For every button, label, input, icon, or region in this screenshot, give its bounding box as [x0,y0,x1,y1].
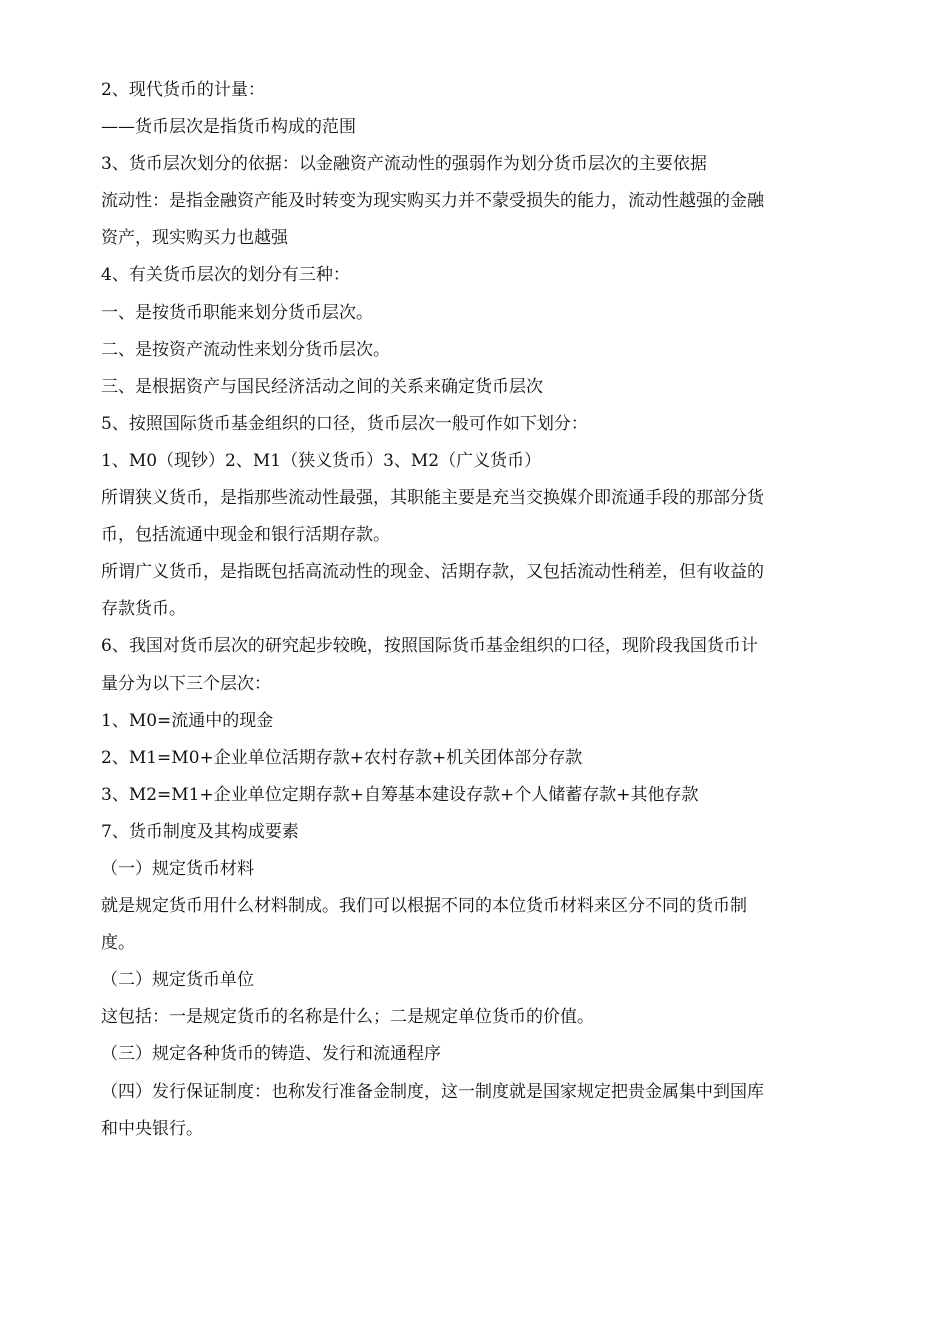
text-line: 这包括：一是规定货币的名称是什么；二是规定单位货币的价值。 [101,1007,594,1028]
text-line: 度。 [101,933,135,954]
text-line: 流动性：是指金融资产能及时转变为现实购买力并不蒙受损失的能力，流动性越强的金融 [101,191,764,212]
text-line: 和中央银行。 [101,1118,203,1139]
text-line: 二、是按资产流动性来划分货币层次。 [101,339,390,360]
text-line: 4、有关货币层次的划分有三种： [101,265,350,286]
text-line: 7、货币制度及其构成要素 [101,821,299,842]
text-line: 就是规定货币用什么材料制成。我们可以根据不同的本位货币材料来区分不同的货币制 [101,896,747,917]
text-line: ——货币层次是指货币构成的范围 [101,117,356,138]
text-line: 2、现代货币的计量： [101,80,265,100]
text-line: 2、M1=M0+企业单位活期存款+农村存款+机关团体部分存款 [101,747,583,768]
text-line: 一、是按货币职能来划分货币层次。 [101,302,373,323]
text-line: 1、M0=流通中的现金 [101,710,274,731]
text-line: 币，包括流通中现金和银行活期存款。 [101,525,390,546]
text-line: （三）规定各种货币的铸造、发行和流通程序 [101,1044,441,1065]
text-line: 三、是根据资产与国民经济活动之间的关系来确定货币层次 [101,376,543,397]
text-line: 1、M0（现钞）2、M1（狭义货币）3、M2（广义货币） [101,450,542,471]
text-line: 量分为以下三个层次： [101,673,271,694]
document-page [101,72,853,1148]
text-line: 3、货币层次划分的依据：以金融资产流动性的强弱作为划分货币层次的主要依据 [101,154,707,175]
text-line: （一）规定货币材料 [101,858,254,879]
text-line: 所谓广义货币，是指既包括高流动性的现金、活期存款，又包括流动性稍差，但有收益的 [101,562,764,583]
text-line: 所谓狭义货币，是指那些流动性最强，其职能主要是充当交换媒介即流通手段的那部分货 [101,488,764,509]
text-line: 3、M2=M1+企业单位定期存款+自筹基本建设存款+个人储蓄存款+其他存款 [101,784,699,805]
text-line: 资产，现实购买力也越强 [101,228,288,249]
text-line: 6、我国对货币层次的研究起步较晚，按照国际货币基金组织的口径，现阶段我国货币计 [101,636,758,657]
text-line: 存款货币。 [101,599,186,620]
text-line: 5、按照国际货币基金组织的口径，货币层次一般可作如下划分： [101,413,588,434]
text-line: （四）发行保证制度：也称发行准备金制度，这一制度就是国家规定把贵金属集中到国库 [101,1081,764,1102]
text-line: （二）规定货币单位 [101,970,254,991]
